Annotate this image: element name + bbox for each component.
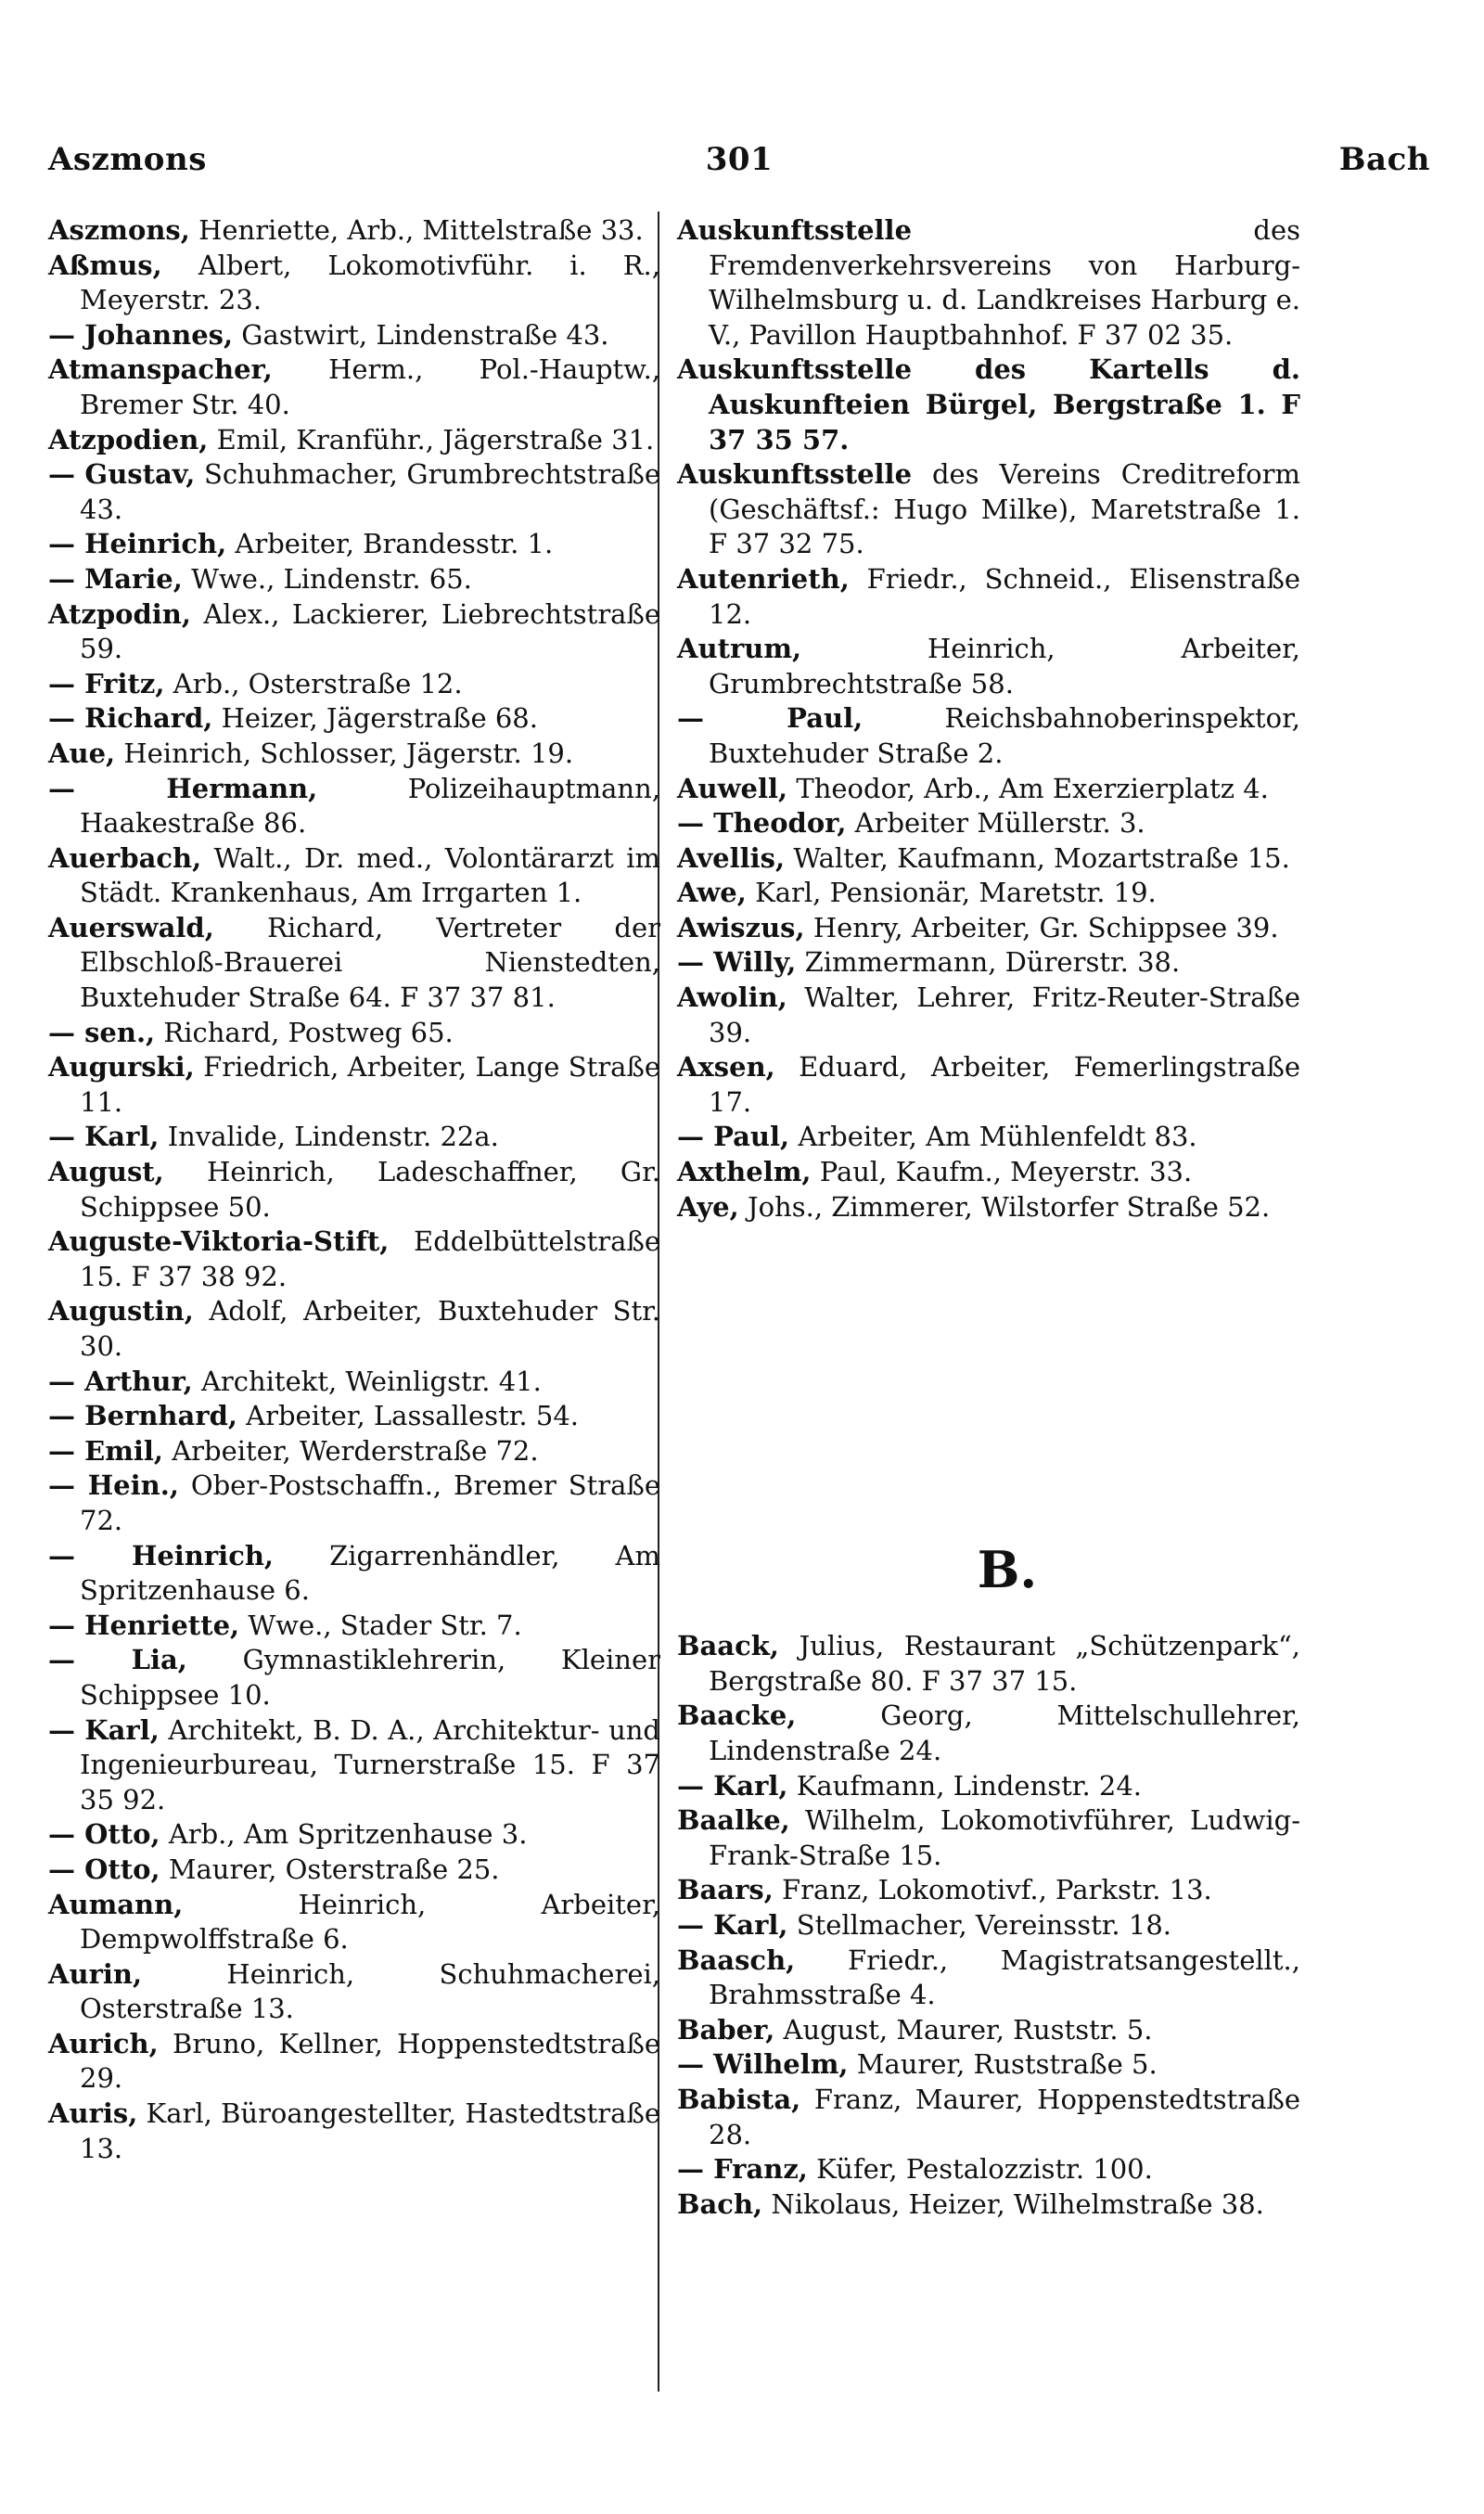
entry-name: Baber, <box>677 2013 775 2046</box>
directory-entry <box>677 1908 1300 1943</box>
directory-entry <box>677 1769 1300 1804</box>
entry-name: Awe, <box>677 877 747 909</box>
directory-entry <box>48 1225 660 1294</box>
directory-entry <box>677 1873 1300 1908</box>
entry-details: Heinrich, Schuhmacherei, Osterstraße 13. <box>80 1957 660 2025</box>
directory-entry <box>677 1050 1300 1120</box>
directory-entry <box>677 876 1300 911</box>
directory-entry <box>48 1155 660 1225</box>
entry-name: Atzpodien, <box>48 423 209 455</box>
entry-details: Architekt, Weinligstr. 41. <box>200 1365 542 1397</box>
entry-details: Paul, Kaufm., Meyerstr. 33. <box>819 1156 1193 1188</box>
entry-name: Baalke, <box>677 1804 790 1837</box>
directory-entry <box>677 2083 1300 2152</box>
entry-name: — Theodor, <box>677 807 847 840</box>
entry-name: Aue, <box>48 737 116 769</box>
entry-details: Arbeiter, Brandesstr. 1. <box>235 528 554 560</box>
directory-entry <box>677 2013 1300 2048</box>
entry-details: Alex., Lackierer, Liebrechtstraße 59. <box>80 597 660 665</box>
entry-details: Kaufmann, Lindenstr. 24. <box>796 1769 1143 1802</box>
entry-name: Bach, <box>677 2187 763 2220</box>
entry-details: Arbeiter, Lassallestr. 54. <box>246 1400 579 1432</box>
directory-entry <box>677 562 1300 632</box>
entry-name: Auwell, <box>677 772 788 804</box>
directory-entry <box>677 2047 1300 2083</box>
entry-details: Heinrich, Schlosser, Jägerstr. 19. <box>123 737 574 769</box>
directory-entry <box>677 1943 1300 2013</box>
entry-details: Schuhmacher, Grumbrechtstraße 43. <box>80 458 661 525</box>
entry-details: Invalide, Lindenstr. 22a. <box>167 1121 499 1153</box>
entry-name: Auskunftsstelle <box>677 458 913 491</box>
entry-name: Auerswald, <box>48 911 214 943</box>
entry-details: Friedr., Schneid., Elisenstraße 12. <box>709 562 1300 630</box>
entry-details: Karl, Büroangestellter, Hastedtstraße 13. <box>80 2097 660 2164</box>
entry-name: Aumann, <box>48 1888 184 1920</box>
entry-name: — Arthur, <box>48 1365 193 1397</box>
entry-details: Heizer, Jägerstraße 68. <box>221 702 538 735</box>
directory-entry <box>677 701 1300 771</box>
entry-name: Auerbach, <box>48 841 202 874</box>
entry-details: Maurer, Osterstraße 25. <box>168 1853 500 1885</box>
directory-entry <box>48 1294 660 1364</box>
entry-details: Wilhelm, Lokomotivführer, Ludwig-Frank-Straße 15. <box>709 1804 1301 1871</box>
entry-details: Maurer, Ruststraße 5. <box>856 2048 1158 2081</box>
entry-details: Architekt, B. D. A., Architektur- und Ingenieurbureau, Turnerstraße 15. F 37 35 92. <box>80 1713 660 1815</box>
entry-name: Baacke, <box>677 1700 797 1732</box>
right-column <box>677 213 1300 2222</box>
entry-details: Ober-Postschaffn., Bremer Straße 72. <box>80 1469 660 1536</box>
entry-name: Avellis, <box>677 841 786 874</box>
entry-name: — Hein., <box>48 1469 179 1502</box>
entry-details: Julius, Restaurant „Schützenpark“, Bergstraße 80. F 37 37 15. <box>709 1630 1300 1697</box>
directory-entry <box>48 701 660 737</box>
directory-entry <box>677 2187 1300 2223</box>
entry-name: — Otto, <box>48 1853 160 1885</box>
directory-entry <box>677 1120 1300 1155</box>
entry-details: Henry, Arbeiter, Gr. Schippsee 39. <box>812 911 1279 943</box>
entry-name: Baack, <box>677 1630 779 1662</box>
entry-details: Richard, Postweg 65. <box>163 1016 454 1048</box>
entry-name: — Johannes, <box>48 318 234 351</box>
entry-name: — Paul, <box>677 702 864 735</box>
directory-entry <box>48 841 660 911</box>
entry-details: Gymnastiklehrerin, Kleiner Schippsee 10. <box>80 1644 661 1711</box>
directory-entry <box>677 981 1300 1050</box>
entry-name: — Otto, <box>48 1818 160 1851</box>
header-first-entry: Aszmons <box>48 141 207 178</box>
directory-entry <box>677 1699 1300 1768</box>
entry-details: Wwe., Stader Str. 7. <box>248 1609 522 1641</box>
directory-entry <box>48 667 660 702</box>
directory-entry <box>48 213 660 249</box>
directory-entry <box>677 1155 1300 1190</box>
directory-entry <box>48 353 660 422</box>
directory-entry <box>48 1469 660 1538</box>
directory-entry <box>677 457 1300 562</box>
entry-name: Autrum, <box>677 633 802 665</box>
directory-entry <box>48 1888 660 1957</box>
entry-details: Eddelbüttelstraße 15. F 37 38 92. <box>80 1225 660 1292</box>
entry-name: Awolin, <box>677 981 787 1014</box>
directory-entry <box>48 1120 660 1155</box>
directory-entry <box>48 1713 660 1818</box>
directory-entry <box>677 213 1300 353</box>
entry-name: — Willy, <box>677 946 797 979</box>
directory-entry <box>48 318 660 353</box>
entry-details: Walt., Dr. med., Volontärarzt im Städt. Krankenhaus, Am Irrgarten 1. <box>80 841 660 909</box>
directory-entry <box>48 1434 660 1469</box>
directory-entry <box>48 597 660 667</box>
entry-details: Arbeiter Müllerstr. 3. <box>854 807 1145 840</box>
directory-entry <box>48 737 660 772</box>
entry-details: Franz, Lokomotivf., Parkstr. 13. <box>782 1874 1212 1906</box>
directory-entry <box>48 1853 660 1888</box>
entry-name: — Karl, <box>48 1121 160 1153</box>
entry-details: Heinrich, Arbeiter, Dempwolffstraße 6. <box>80 1888 660 1956</box>
page-number: 301 <box>705 141 774 178</box>
entry-name: Axthelm, <box>677 1156 812 1188</box>
entry-details: Heinrich, Ladeschaffner, Gr. Schippsee 50. <box>80 1156 660 1223</box>
entry-name: — Karl, <box>48 1713 160 1746</box>
directory-entry <box>48 2097 660 2166</box>
directory-entry <box>677 841 1300 877</box>
entry-details: August, Maurer, Ruststr. 5. <box>783 2013 1153 2046</box>
entry-details: Arb., Am Spritzenhause 3. <box>168 1818 528 1851</box>
entry-details: Zimmermann, Dürerstr. 38. <box>804 946 1181 979</box>
entry-name: August, <box>48 1156 164 1188</box>
entry-details: Emil, Kranführ., Jägerstraße 31. <box>216 423 655 455</box>
entry-details: Adolf, Arbeiter, Buxtehuder Str. 30. <box>80 1295 660 1362</box>
directory-entry <box>48 1016 660 1051</box>
directory-entry <box>48 1539 660 1609</box>
entry-name: Baasch, <box>677 1943 796 1976</box>
entry-name: Aurich, <box>48 2027 159 2059</box>
entry-name: — Bernhard, <box>48 1400 237 1432</box>
entry-details: Arbeiter, Werderstraße 72. <box>172 1434 539 1467</box>
entry-details: Johs., Zimmerer, Wilstorfer Straße 52. <box>747 1190 1271 1223</box>
entry-name: Autenrieth, <box>677 562 850 595</box>
entry-name: Augurski, <box>48 1051 195 1084</box>
entry-details: Küfer, Pestalozzistr. 100. <box>816 2153 1153 2186</box>
directory-entry <box>48 562 660 597</box>
directory-entry <box>677 2152 1300 2187</box>
entry-details: Reichsbahnoberinspektor, Buxtehuder Straße 2. <box>709 702 1300 769</box>
entry-name: — Fritz, <box>48 667 165 699</box>
entry-name: Auguste-Viktoria-Stift, <box>48 1225 390 1258</box>
entry-name: Aye, <box>677 1190 739 1223</box>
right-column-a-entries <box>677 213 1300 1225</box>
directory-entry <box>677 772 1300 807</box>
entry-details: Arbeiter, Am Mühlenfeldt 83. <box>798 1121 1197 1153</box>
directory-entry <box>48 772 660 841</box>
entry-details: des Vereins Creditreform (Geschäftsf.: Hugo Milke), Maretstraße 1. F 37 32 75. <box>709 458 1300 560</box>
entry-name: — Richard, <box>48 702 213 735</box>
entry-name: Auris, <box>48 2097 138 2130</box>
entry-name: — Marie, <box>48 562 183 595</box>
entry-name: — Paul, <box>677 1121 790 1153</box>
directory-entry <box>48 1957 660 2027</box>
directory-entry <box>48 457 660 527</box>
entry-details: Richard, Vertreter der Elbschloß-Brauerei Nienstedten, Buxtehuder Straße 64. F 37 37 81. <box>80 911 660 1014</box>
entry-name: — Emil, <box>48 1434 164 1467</box>
directory-entry <box>48 1365 660 1400</box>
entry-name: Baars, <box>677 1874 774 1906</box>
entry-details: Friedr., Magistratsangestellt., Brahmsstraße 4. <box>709 1943 1300 2011</box>
entry-details: Franz, Maurer, Hoppenstedtstraße 28. <box>709 2083 1301 2150</box>
entry-name: Aurin, <box>48 1957 143 1990</box>
entry-name: — Lia, <box>48 1644 187 1676</box>
entry-details: Nikolaus, Heizer, Wilhelmstraße 38. <box>771 2187 1264 2220</box>
entry-details: des Fremdenverkehrsvereins von Harburg-Wilhelmsburg u. d. Landkreises Harburg e. V., Pavillon Hauptbahnhof. F 37 02 35. <box>709 214 1300 351</box>
entry-name: Auskunftsstelle des Kartells d. Auskunfteien Bürgel, Bergstraße 1. F 37 35 57. <box>677 353 1300 455</box>
entry-name: Aßmus, <box>48 249 162 281</box>
directory-entry <box>48 911 660 1016</box>
entry-details: Arb., Osterstraße 12. <box>173 667 463 699</box>
entry-name: Auskunftsstelle <box>677 214 913 246</box>
entry-name: — Heinrich, <box>48 1539 275 1571</box>
right-column-b-entries <box>677 1629 1300 2222</box>
section-letter-b: B. <box>977 1540 1038 1600</box>
entry-details: Walter, Lehrer, Fritz-Reuter-Straße 39. <box>709 981 1300 1048</box>
entry-details: Henriette, Arb., Mittelstraße 33. <box>198 214 644 246</box>
entry-name: — Gustav, <box>48 458 196 491</box>
entry-name: Aszmons, <box>48 214 190 246</box>
directory-entry <box>677 911 1300 946</box>
entry-name: — Heinrich, <box>48 528 227 560</box>
entry-name: — Franz, <box>677 2153 808 2186</box>
entry-details: Wwe., Lindenstr. 65. <box>191 562 472 595</box>
entry-details: Stellmacher, Vereinsstr. 18. <box>796 1908 1171 1941</box>
entry-details: Albert, Lokomotivführ. i. R., Meyerstr. 23. <box>80 249 660 316</box>
entry-name: — Karl, <box>677 1769 788 1802</box>
entry-details: Bruno, Kellner, Hoppenstedtstraße 29. <box>80 2027 660 2095</box>
entry-details: Gastwirt, Lindenstraße 43. <box>241 318 609 351</box>
entry-details: Herm., Pol.-Hauptw., Bremer Str. 40. <box>80 353 660 420</box>
directory-entry <box>48 1817 660 1853</box>
entry-name: Babista, <box>677 2083 801 2115</box>
directory-entry <box>48 1399 660 1434</box>
entry-details: Friedrich, Arbeiter, Lange Straße 11. <box>80 1051 660 1118</box>
page-header <box>48 141 1430 187</box>
directory-entry <box>48 1609 660 1644</box>
directory-entry <box>677 1629 1300 1699</box>
entry-name: — Wilhelm, <box>677 2048 849 2081</box>
directory-entry <box>48 1050 660 1120</box>
entry-name: Axsen, <box>677 1051 775 1084</box>
entry-name: Awiszus, <box>677 911 805 943</box>
directory-entry <box>48 527 660 562</box>
directory-entry <box>677 806 1300 841</box>
entry-name: — Hermann, <box>48 772 318 804</box>
left-column <box>48 213 660 2166</box>
entry-details: Georg, Mittelschullehrer, Lindenstraße 24. <box>709 1700 1301 1766</box>
directory-entry <box>677 632 1300 701</box>
entry-details: Polizeihauptmann, Haakestraße 86. <box>80 772 661 840</box>
entry-details: Karl, Pensionär, Maretstr. 19. <box>755 877 1157 909</box>
directory-entry <box>48 423 660 458</box>
directory-entry <box>677 945 1300 981</box>
entry-name: — Henriette, <box>48 1609 240 1641</box>
directory-entry <box>48 2027 660 2097</box>
header-last-entry: Bach <box>1338 141 1430 178</box>
entry-name: — Karl, <box>677 1908 788 1941</box>
entry-details: Eduard, Arbeiter, Femerlingstraße 17. <box>709 1051 1300 1118</box>
directory-entry <box>677 1190 1300 1225</box>
entry-name: Augustin, <box>48 1295 194 1328</box>
entry-details: Walter, Kaufmann, Mozartstraße 15. <box>793 841 1290 874</box>
entry-details: Heinrich, Arbeiter, Grumbrechtstraße 58. <box>709 633 1301 699</box>
directory-entry <box>48 1643 660 1712</box>
entry-details: Zigarrenhändler, Am Spritzenhause 6. <box>80 1539 661 1607</box>
directory-entry <box>677 353 1300 457</box>
directory-entry <box>48 249 660 318</box>
entry-name: — sen., <box>48 1016 156 1048</box>
directory-entry <box>677 1803 1300 1873</box>
entry-name: Atzpodin, <box>48 597 191 630</box>
entry-name: Atmanspacher, <box>48 353 273 386</box>
entry-details: Theodor, Arb., Am Exerzierplatz 4. <box>796 772 1269 804</box>
